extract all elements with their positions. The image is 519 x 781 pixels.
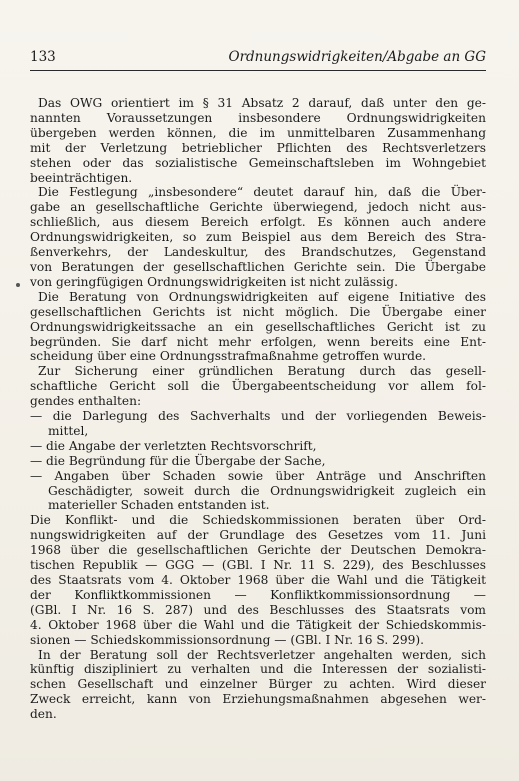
text-line: tischen Republik — GGG — (GBl. I Nr. 11 S. 229), des Beschlusses (30, 558, 486, 573)
text-line: schließlich, aus diesem Bereich erfolgt. Es können auch andere (30, 215, 486, 230)
text-line: Ordnungswidrigkeitssache an ein gesellschaftliches Gericht ist zu (30, 319, 486, 334)
text-line: — die Angabe der verletzten Rechtsvorschrift, (30, 438, 317, 453)
text-line: schaftliche Gericht soll die Übergabeentscheidung vor allem fol- (30, 379, 486, 394)
text-line: (GBl. I Nr. 16 S. 287) und des Beschlusses des Staatsrats vom (30, 602, 486, 617)
text-line: nungswidrigkeiten auf der Grundlage des Gesetzes vom 11. Juni (30, 528, 486, 543)
text-line: 4. Oktober 1968 über die Wahl und die Tätigkeit der Schiedskommis- (30, 617, 486, 632)
text-line: Ordnungswidrigkeiten, so zum Beispiel aus dem Bereich des Stra- (30, 230, 486, 245)
text-line: den. (30, 707, 57, 722)
text-line: übergeben werden können, die im unmittelbaren Zusammenhang (30, 125, 486, 140)
text-line: ßenverkehrs, der Landeskultur, des Brandschutzes, Gegenstand (30, 245, 486, 260)
text-line: In der Beratung soll der Rechtsverletzer angehalten werden, sich (38, 647, 486, 662)
text-line: Das OWG orientiert im § 31 Absatz 2 darauf, daß unter den ge- (38, 96, 486, 110)
scan-speck (16, 283, 20, 287)
text-line: gabe an gesellschaftliche Gerichte überwiegend, jedoch nicht aus- (30, 200, 486, 215)
text-line: beeinträchtigen. (30, 170, 133, 185)
text-line: Die Konflikt- und die Schiedskommissionen beraten über Ord- (30, 513, 486, 528)
running-head: Ordnungswidrigkeiten/Abgabe an GG (228, 49, 486, 65)
text-line: — die Darlegung des Sachverhalts und der vorliegenden Beweis- (30, 409, 486, 424)
body-text (30, 96, 486, 722)
text-line: schen Gesellschaft und einzelner Bürger zu achten. Wird dieser (30, 677, 486, 692)
text-line: von geringfügigen Ordnungswidrigkeiten ist nicht zulässig. (30, 274, 398, 289)
text-line: künftig diszipliniert zu verhalten und die Interessen der sozialisti- (30, 662, 486, 677)
text-line: gendes enthalten: (30, 394, 142, 409)
text-line: mittel, (48, 423, 89, 438)
text-line: begründen. Sie darf nicht mehr erfolgen, wenn bereits eine Ent- (30, 334, 486, 349)
page-number: 133 (30, 49, 56, 65)
text-line: von Beratungen der gesellschaftlichen Gerichte sein. Die Übergabe (30, 259, 486, 274)
header-rule (30, 70, 486, 71)
text-line: Zur Sicherung einer gründlichen Beratung durch das gesell- (38, 364, 486, 379)
text-line: — die Begründung für die Übergabe der Sache, (30, 453, 326, 468)
page-header (30, 48, 486, 68)
text-line: Geschädigter, soweit durch die Ordnungswidrigkeit zugleich ein (48, 483, 486, 498)
text-line: 1968 über die gesellschaftlichen Gerichte der Deutschen Demokra- (30, 543, 486, 558)
text-line: nannten Voraussetzungen insbesondere Ordnungswidrigkeiten (30, 110, 486, 125)
text-line: scheidung über eine Ordnungsstrafmaßnahme getroffen wurde. (30, 349, 427, 364)
text-line: des Staatsrats vom 4. Oktober 1968 über die Wahl und die Tätigkeit (30, 573, 486, 587)
text-line: Zweck erreicht, kann von Erziehungsmaßnahmen abgesehen wer- (30, 692, 486, 707)
text-line: materieller Schaden entstanden ist. (48, 498, 270, 513)
text-line: sionen — Schiedskommissionsordnung — (GBl. I Nr. 16 S. 299). (30, 632, 424, 647)
text-line: stehen oder das sozialistische Gemeinschaftsleben im Wohngebiet (30, 155, 486, 170)
text-line: der Konfliktkommissionen — Konfliktkommissionsordnung — (30, 587, 486, 602)
text-line: — Angaben über Schaden sowie über Anträge und Anschriften (30, 468, 486, 483)
text-line: mit der Verletzung betrieblicher Pflichten des Rechtsverletzers (30, 140, 486, 155)
text-line: gesellschaftlichen Gerichts ist nicht möglich. Die Übergabe einer (30, 304, 486, 319)
text-line: Die Festlegung „insbesondere“ deutet darauf hin, daß die Über- (38, 185, 486, 200)
text-line: Die Beratung von Ordnungswidrigkeiten auf eigene Initiative des (38, 289, 486, 304)
